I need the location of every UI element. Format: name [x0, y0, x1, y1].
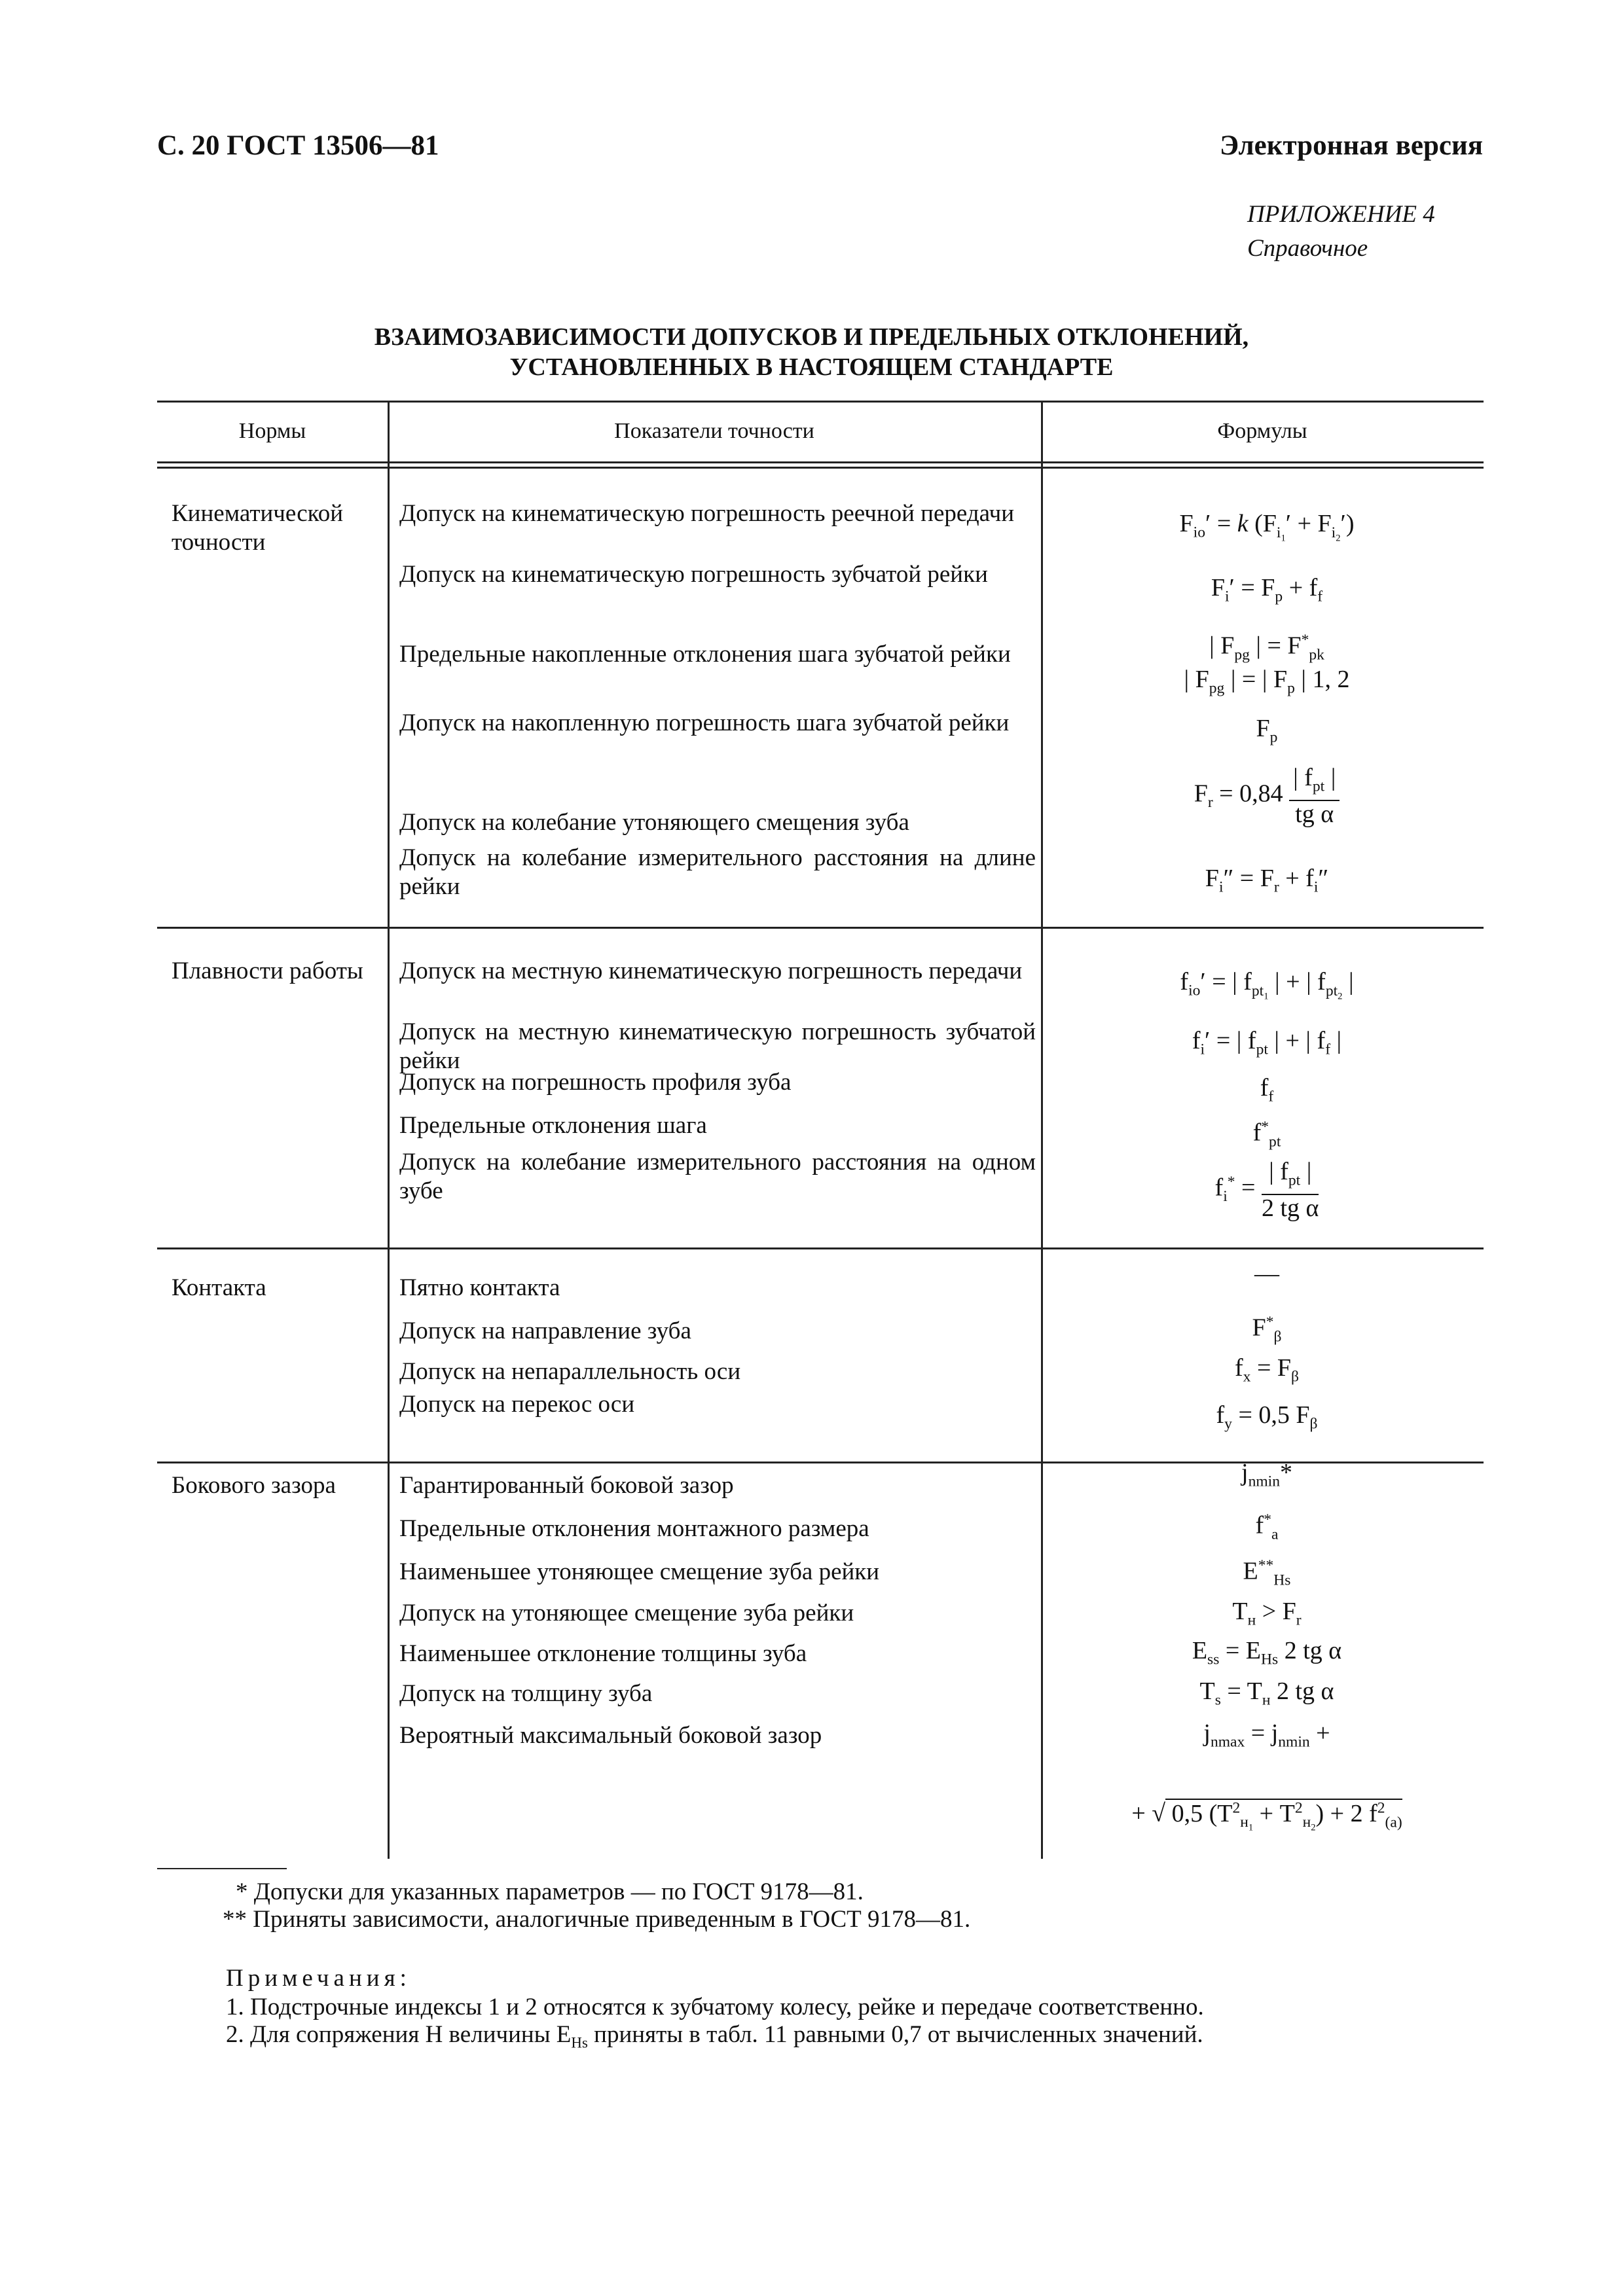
indicator-text: Гарантированный боковой зазор: [399, 1472, 734, 1499]
formula: | $F_{pg}$ | = | $F_p$ | 1, 2: [1184, 666, 1350, 697]
edition-label: Электронная версия: [1219, 130, 1483, 161]
appendix-type: Справочное: [1247, 235, 1368, 262]
formula: —: [1254, 1260, 1279, 1287]
formula: $F_{io}' = k$ $(F_{i_1}' + F_{i_2}')$: [1179, 510, 1355, 544]
section-name: Кинематической точности: [172, 500, 344, 556]
formula: $f_{io}'$ = | $f_{pt_1}$ | + | $f_{pt_2}$ |: [1180, 968, 1354, 1002]
notes-heading: Примечания:: [226, 1965, 411, 1992]
formula: $F_i' = F_p + f_f$: [1211, 574, 1323, 605]
footnote: * Допуски для указанных параметров — по ГОСТ 9178—81.: [236, 1878, 864, 1905]
formula: $F_r = 0,84$ $\frac{| f_{pt} |}{\text{tg α}}$: [1041, 764, 1493, 827]
header-bottom-rule: [157, 461, 1484, 463]
indicator-text: Предельные отклонения шага: [399, 1112, 707, 1139]
indicator-text: Вероятный максимальный боковой зазор: [399, 1722, 822, 1749]
title-line-2: УСТАНОВЛЕННЫХ В НАСТОЯЩЕМ СТАНДАРТЕ: [509, 353, 1114, 381]
fraction: $\frac{| f_{pt} |}{\text{tg α}}$: [1289, 764, 1340, 827]
formula: $f_x = F_\beta$: [1235, 1354, 1299, 1386]
indicator-text: Допуск на утоняющее смещение зуба рейки: [399, 1600, 854, 1626]
indicator-text: Допуск на кинематическую погрешность реечной передачи: [399, 500, 1015, 527]
formula: $f_f$: [1260, 1074, 1274, 1105]
indicator-text: Предельные накопленные отклонения шага зубчатой рейки: [399, 641, 1011, 668]
formula: $f_i'$ = | $f_{pt}$ | + | $f_f$ |: [1192, 1027, 1342, 1058]
formula: + √ 0,5 $(T^2_{н_1} + T^2_{н_2}) + 2$ $f^2_{(a)}$: [1131, 1799, 1402, 1833]
indicator-text: Наименьшее отклонение толщины зуба: [399, 1640, 807, 1667]
section-divider: [157, 1247, 1484, 1249]
indicator-text: Наименьшее утоняющее смещение зуба рейки: [399, 1558, 880, 1585]
indicator-text: Допуск на колебание утоняющего смещения зуба: [399, 809, 909, 836]
document-title: [0, 322, 1623, 382]
formula: $f_i^*$ = $\frac{| f_{pt} |}{\text{2 tg α}}$: [1214, 1158, 1319, 1222]
appendix-label: [1247, 198, 1435, 266]
formula: $f^*_{pt}$: [1252, 1119, 1281, 1151]
title-line-1: ВЗАИМОЗАВИСИМОСТИ ДОПУСКОВ И ПРЕДЕЛЬНЫХ ОТКЛОНЕНИЙ,: [374, 323, 1249, 351]
indicator-text: Допуск на непараллельность оси: [399, 1358, 741, 1385]
formula: | $F_{pg}$ | = $F^*_{pk}$: [1209, 632, 1324, 664]
indicator-text: Предельные отклонения монтажного размера: [399, 1515, 869, 1542]
indicator-text: Допуск на толщину зуба: [399, 1680, 653, 1707]
indicator-text: Допуск на перекос оси: [399, 1391, 635, 1418]
formula: $T_s = T_н$ 2 tg α: [1199, 1677, 1334, 1709]
column-rule: [388, 401, 390, 1859]
section-name: Контакта: [172, 1274, 266, 1301]
formula: $E^{**}_{Hs}$: [1243, 1557, 1291, 1589]
column-header-indicators: Показатели точности: [614, 419, 814, 443]
table-top-rule: [157, 401, 1484, 403]
indicator-text: Допуск на кинематическую погрешность зубчатой рейки: [399, 561, 988, 588]
section-divider: [157, 927, 1484, 929]
footnote: ** Приняты зависимости, аналогичные приведенным в ГОСТ 9178—81.: [223, 1906, 971, 1933]
indicator-text: Допуск на местную кинематическую погрешность зубчатой рейки: [399, 1018, 1036, 1074]
indicator-text: Допуск на накопленную погрешность шага зубчатой рейки: [399, 709, 1010, 736]
note-item: 2. Для сопряжения H величины $E_{Hs}$ приняты в табл. 11 равными 0,7 от вычисленных значений.: [226, 2021, 1203, 2051]
indicator-text: Пятно контакта: [399, 1274, 560, 1301]
formula: $F_i'' = F_r + f_i''$: [1205, 865, 1329, 896]
column-header-norms: Нормы: [238, 419, 306, 443]
section-name: Бокового зазора: [172, 1472, 336, 1499]
column-header-formulas: Формулы: [1217, 419, 1307, 443]
indicator-text: Допуск на погрешность профиля зуба: [399, 1069, 792, 1096]
formula: $f_y = 0,5$ $F_\beta$: [1216, 1401, 1318, 1433]
indicator-text: Допуск на колебание измерительного расстояния на длине рейки: [399, 844, 1036, 900]
fraction: $\frac{| f_{pt} |}{\text{2 tg α}}$: [1261, 1158, 1319, 1222]
header-bottom-rule-2: [157, 467, 1484, 469]
footnote-rule: [157, 1868, 287, 1869]
section-name: Плавности работы: [172, 958, 363, 984]
formula: $T_н > F_r$: [1232, 1598, 1302, 1629]
appendix-number: ПРИЛОЖЕНИЕ 4: [1247, 201, 1435, 228]
formula: $j_{nmax} = j_{nmin}$ +: [1203, 1719, 1330, 1751]
formula: $F_p$: [1256, 715, 1278, 746]
note-item: 1. Подстрочные индексы 1 и 2 относятся к зубчатому колесу, рейке и передаче соответственно.: [226, 1994, 1204, 2020]
formula: $f^*_a$: [1255, 1511, 1279, 1543]
indicator-text: Допуск на колебание измерительного расстояния на одном зубе: [399, 1149, 1036, 1204]
page-reference: С. 20 ГОСТ 13506—81: [157, 130, 439, 161]
formula: $j_{nmin}*$: [1241, 1459, 1292, 1490]
indicator-text: Допуск на направление зуба: [399, 1318, 691, 1344]
indicator-text: Допуск на местную кинематическую погрешность передачи: [399, 958, 1023, 984]
formula: $E_{ss} = E_{Hs}$ 2 tg α: [1192, 1637, 1342, 1668]
formula: $F^*_\beta$: [1252, 1314, 1282, 1346]
